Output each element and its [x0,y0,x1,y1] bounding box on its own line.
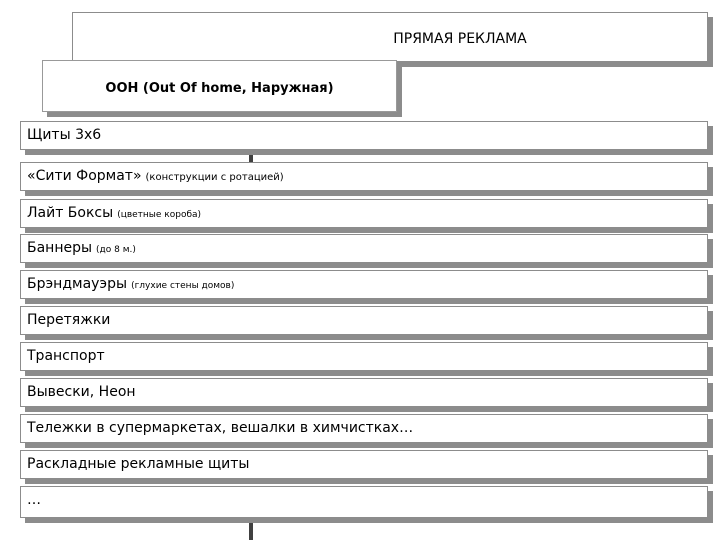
ooh-category-box [42,60,397,112]
list-item-label: Брэндмауэры [27,276,128,292]
list-item-firewalls [20,270,708,299]
list-item-label: Тележки в супермаркетах, вешалки в химчистках… [27,420,414,436]
list-item-billboards [20,121,708,150]
list-item-label: Щиты 3х6 [27,127,102,143]
connector-line-lower [249,518,253,540]
list-item-label: Лайт Боксы [27,205,114,221]
list-item-note: (цветные короба) [117,210,202,220]
list-item-ellipsis [20,486,708,518]
list-item-label: … [27,492,41,508]
list-item-note: (до 8 м.) [96,245,136,255]
list-item-stretch-banners [20,306,708,335]
list-item-note: (глухие стены домов) [131,281,235,291]
ooh-category-title: OOH (Out Of home, Наружная) [105,81,334,96]
direct-advertising-box [72,12,708,62]
list-item-folding-boards [20,450,708,479]
list-item-label: Баннеры [27,240,93,256]
list-item-label: Раскладные рекламные щиты [27,456,250,472]
list-item-carts-hangers [20,414,708,443]
direct-advertising-title: ПРЯМАЯ РЕКЛАМА [393,31,527,47]
list-item-label: Перетяжки [27,312,111,328]
list-item-label: Транспорт [27,348,105,364]
list-item-light-boxes [20,199,708,228]
list-item-signs-neon [20,378,708,407]
list-item-note: (конструкции с ротацией) [145,172,284,183]
list-item-city-format [20,162,708,191]
list-item-transport [20,342,708,371]
list-item-label: Вывески, Неон [27,384,136,400]
list-item-label: «Сити Формат» [27,168,142,184]
list-item-banners [20,234,708,263]
